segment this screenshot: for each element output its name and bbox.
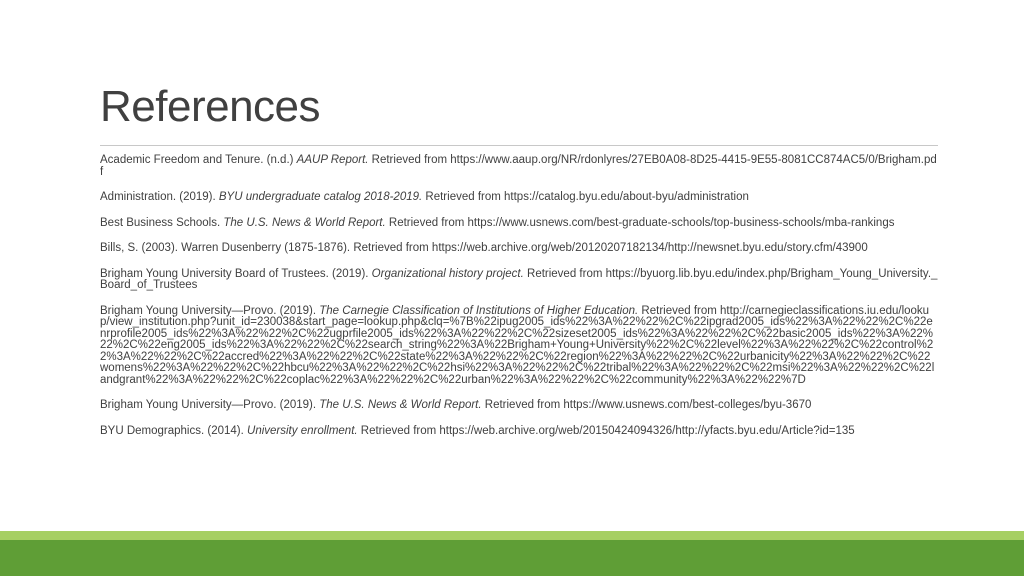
reference-entry <box>100 426 938 438</box>
reference-source-title: BYU undergraduate catalog 2018-2019. <box>218 191 423 203</box>
reference-source-title: Organizational history project. <box>371 267 524 280</box>
reference-text: Brigham Young University—Provo. (2019). <box>100 304 320 317</box>
reference-retrieval: Retrieved from https://www.usnews.com/best-colleges/byu-3670 <box>481 399 812 411</box>
footer-bar <box>0 540 1024 576</box>
reference-entry <box>100 218 938 230</box>
reference-retrieval: Retrieved from https://web.archive.org/web/20150424094326/http://yfacts.byu.edu/Article?id=135 <box>357 424 855 437</box>
reference-retrieval: Retrieved from https://www.aaup.org/NR/rdonlyres/27EB0A08-8D25-4415-9E55-8081CC874AC5/0/Brigham.pdf <box>100 154 937 178</box>
reference-text: BYU Demographics. (2014). <box>100 424 248 437</box>
reference-text: Brigham Young University Board of Trustees. (2019). <box>100 267 372 280</box>
reference-retrieval: Retrieved from https://www.usnews.com/best-graduate-schools/top-business-schools/mba-rankings <box>385 216 895 229</box>
reference-text: Bills, S. (2003). Warren Dusenberry (1875-1876). Retrieved from https://web.archive.org/web/20120207182134/http://newsnet.byu.edu/story.cfm/43900 <box>100 242 868 254</box>
reference-entry <box>100 306 938 387</box>
reference-entry <box>100 155 938 178</box>
reference-retrieval: Retrieved from https://byuorg.lib.byu.edu/index.php/Brigham_Young_University._Board_of_Trustees <box>100 267 938 291</box>
reference-entry <box>100 243 938 255</box>
reference-entry <box>100 192 938 204</box>
reference-entry <box>100 269 938 292</box>
reference-text: Administration. (2019). <box>100 191 219 203</box>
reference-retrieval: Retrieved from https://catalog.byu.edu/about-byu/administration <box>422 191 749 203</box>
reference-source-title: The Carnegie Classification of Institutions of Higher Education. <box>319 304 639 317</box>
reference-retrieval: Retrieved from http://carnegieclassifications.iu.edu/lookup/view_institution.php?unit_id=230038&start_page=lookup.php&clq=%7B%22ipug2005_ids%22%3A%22%22%2C%22ipgrad2005_ids%22%3A%22%22%2C%22enrprofile2005_ids%22%3A%22%22%2C%22ugprfile2005_ids%22%3A%22%22%2C%22sizeset2005_ids%22%3A%22%22%2C%22basic2005_ids%22%3A%22%22%2C%22eng2005_ids%22%3A%22%22%2C%22search_string%22%3A%22Brigham+Young+University%22%2C%22level%22%3A%22%22%2C%22control%22%3A%22%22%2C%22accred%22%3A%22%22%2C%22state%22%3A%22%22%2C%22region%22%3A%22%22%2C%22urbanicity%22%3A%22%22%2C%22womens%22%3A%22%22%2C%22hbcu%22%3A%22%22%2C%22hsi%22%3A%22%22%2C%22tribal%22%3A%22%22%2C%22msi%22%3A%22%22%2C%22landgrant%22%3A%22%22%2C%22coplac%22%3A%22%22%2C%22urban%22%3A%22%22%2C%22community%22%3A%22%22%7D <box>100 304 935 386</box>
reference-list <box>100 155 938 451</box>
reference-source-title: The U.S. News & World Report. <box>223 216 386 229</box>
reference-source-title: University enrollment. <box>247 424 358 437</box>
reference-text: Brigham Young University—Provo. (2019). <box>100 399 320 411</box>
reference-entry <box>100 400 938 412</box>
footer-accent-bar <box>0 531 1024 540</box>
reference-source-title: AAUP Report. <box>296 154 369 166</box>
reference-text: Academic Freedom and Tenure. (n.d.) <box>100 154 297 166</box>
reference-source-title: The U.S. News & World Report. <box>319 399 482 411</box>
reference-text: Best Business Schools. <box>100 216 224 229</box>
title-divider <box>100 145 938 146</box>
slide-title: References <box>100 82 321 131</box>
